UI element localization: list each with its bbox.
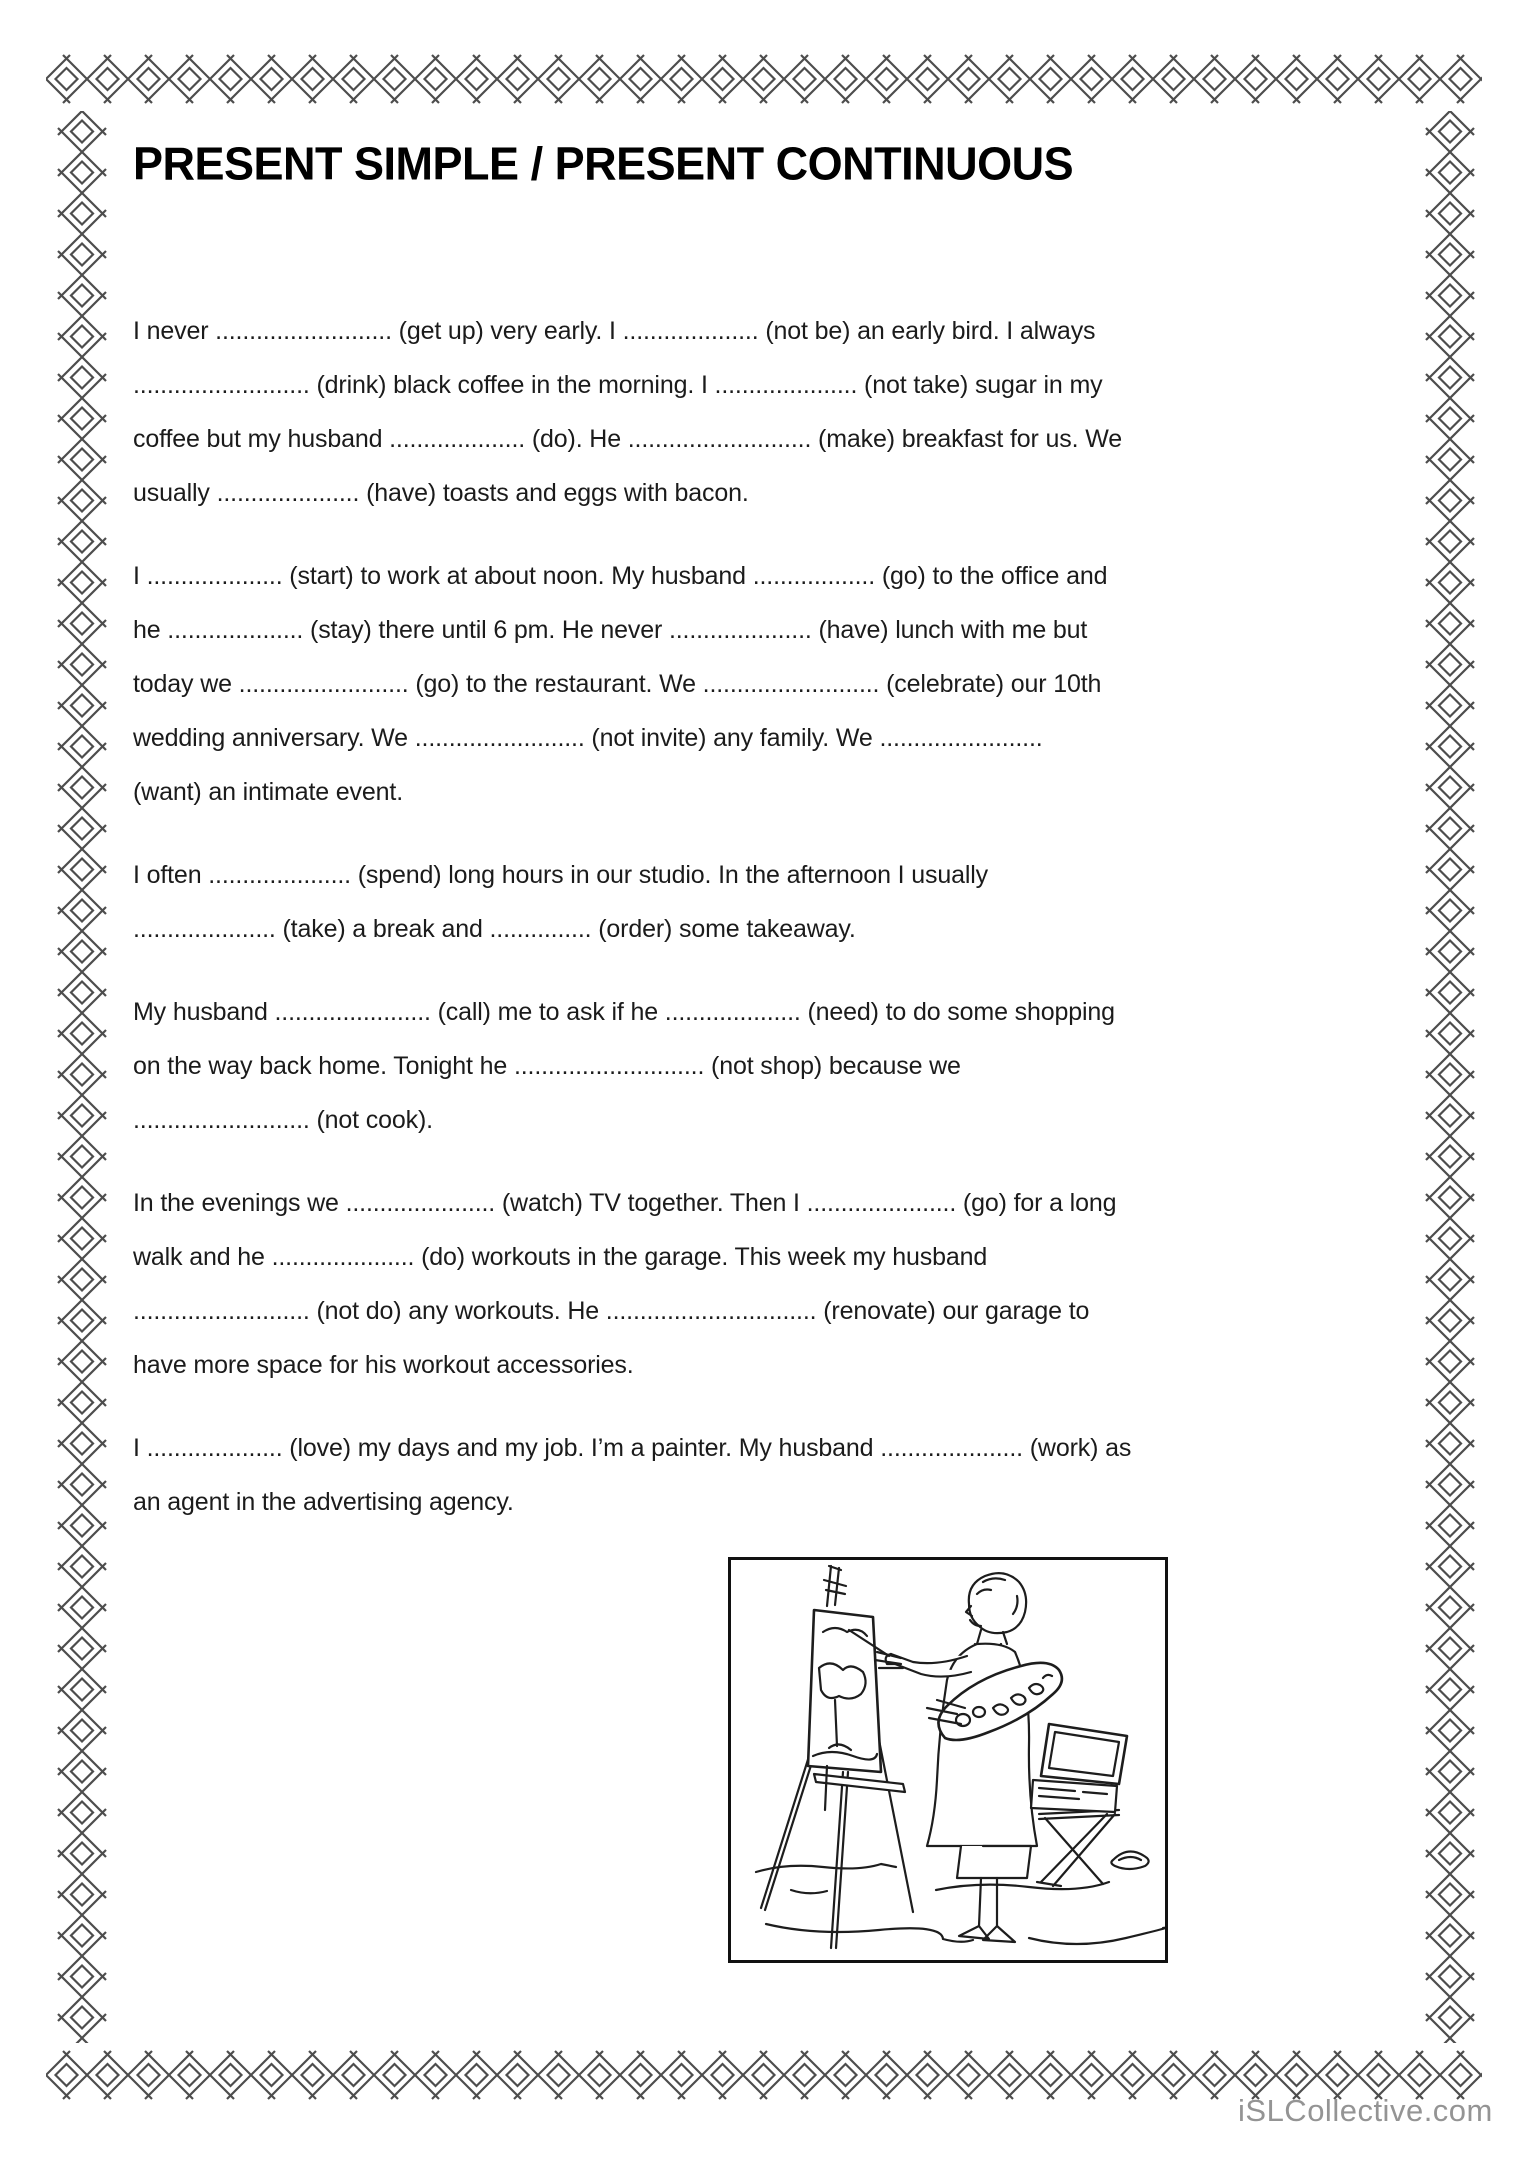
paragraph-4 — [133, 985, 1115, 1147]
paragraph-5 — [133, 1176, 1117, 1392]
painter-illustration-svg — [731, 1560, 1165, 1960]
paragraph-1 — [133, 304, 1122, 520]
text-line: ..................... (take) a break and ............... (order) some takeaway. — [133, 915, 856, 943]
text-line: I often ..................... (spend) long hours in our studio. In the afternoon I usually — [133, 861, 989, 889]
text-line: I .................... (start) to work at about noon. My husband .................. (go) to the office and — [133, 562, 1108, 590]
text-line: walk and he ..................... (do) workouts in the garage. This week my husband — [133, 1243, 988, 1271]
paragraph-3 — [133, 848, 1017, 956]
text-line: wedding anniversary. We ......................... (not invite) any family. We ........................ — [133, 724, 1043, 752]
text-line: .......................... (not do) any workouts. He ............................... (renovate) our garage to — [133, 1297, 1090, 1325]
stool — [1037, 1810, 1119, 1886]
text-line: have more space for his workout accessories. — [133, 1351, 634, 1379]
text-line: .......................... (not cook). — [133, 1106, 433, 1134]
islcollective-watermark: iSLCollective.com — [1238, 2093, 1493, 2128]
text-line: I .................... (love) my days and my job. I’m a painter. My husband ..................... (work) as — [133, 1434, 1132, 1462]
text-line: usually ..................... (have) toasts and eggs with bacon. — [133, 479, 749, 507]
paint-box — [1031, 1724, 1127, 1812]
text-line: My husband ....................... (call) me to ask if he .................... (need) to do some shopping — [133, 998, 1115, 1026]
paragraph-6 — [133, 1421, 1132, 1529]
text-line: today we ......................... (go) to the restaurant. We .......................... (celebrate) our 10th — [133, 670, 1102, 698]
page-title: PRESENT SIMPLE / PRESENT CONTINUOUS — [133, 136, 1074, 190]
border-top — [46, 47, 1482, 111]
paragraph-2 — [133, 549, 1108, 819]
border-right — [1418, 111, 1482, 2043]
text-line: I never .......................... (get up) very early. I .................... (not be) an early bird. I always — [133, 317, 1096, 345]
text-line: an agent in the advertising agency. — [133, 1488, 514, 1516]
text-line: (want) an intimate event. — [133, 778, 403, 806]
text-line: he .................... (stay) there until 6 pm. He never ..................... (have) lunch with me but — [133, 616, 1088, 644]
hat — [1111, 1851, 1148, 1869]
text-line: .......................... (drink) black coffee in the morning. I ..................... (not take) sugar in my — [133, 371, 1103, 399]
text-line: on the way back home. Tonight he ............................ (not shop) because we — [133, 1052, 961, 1080]
text-line: In the evenings we ...................... (watch) TV together. Then I ...................... (go) for a long — [133, 1189, 1117, 1217]
border-left — [50, 111, 114, 2043]
text-line: coffee but my husband .................... (do). He ........................... (make) breakfast for us. We — [133, 425, 1122, 453]
worksheet-body — [133, 136, 1132, 1558]
painter-illustration — [728, 1557, 1168, 1963]
